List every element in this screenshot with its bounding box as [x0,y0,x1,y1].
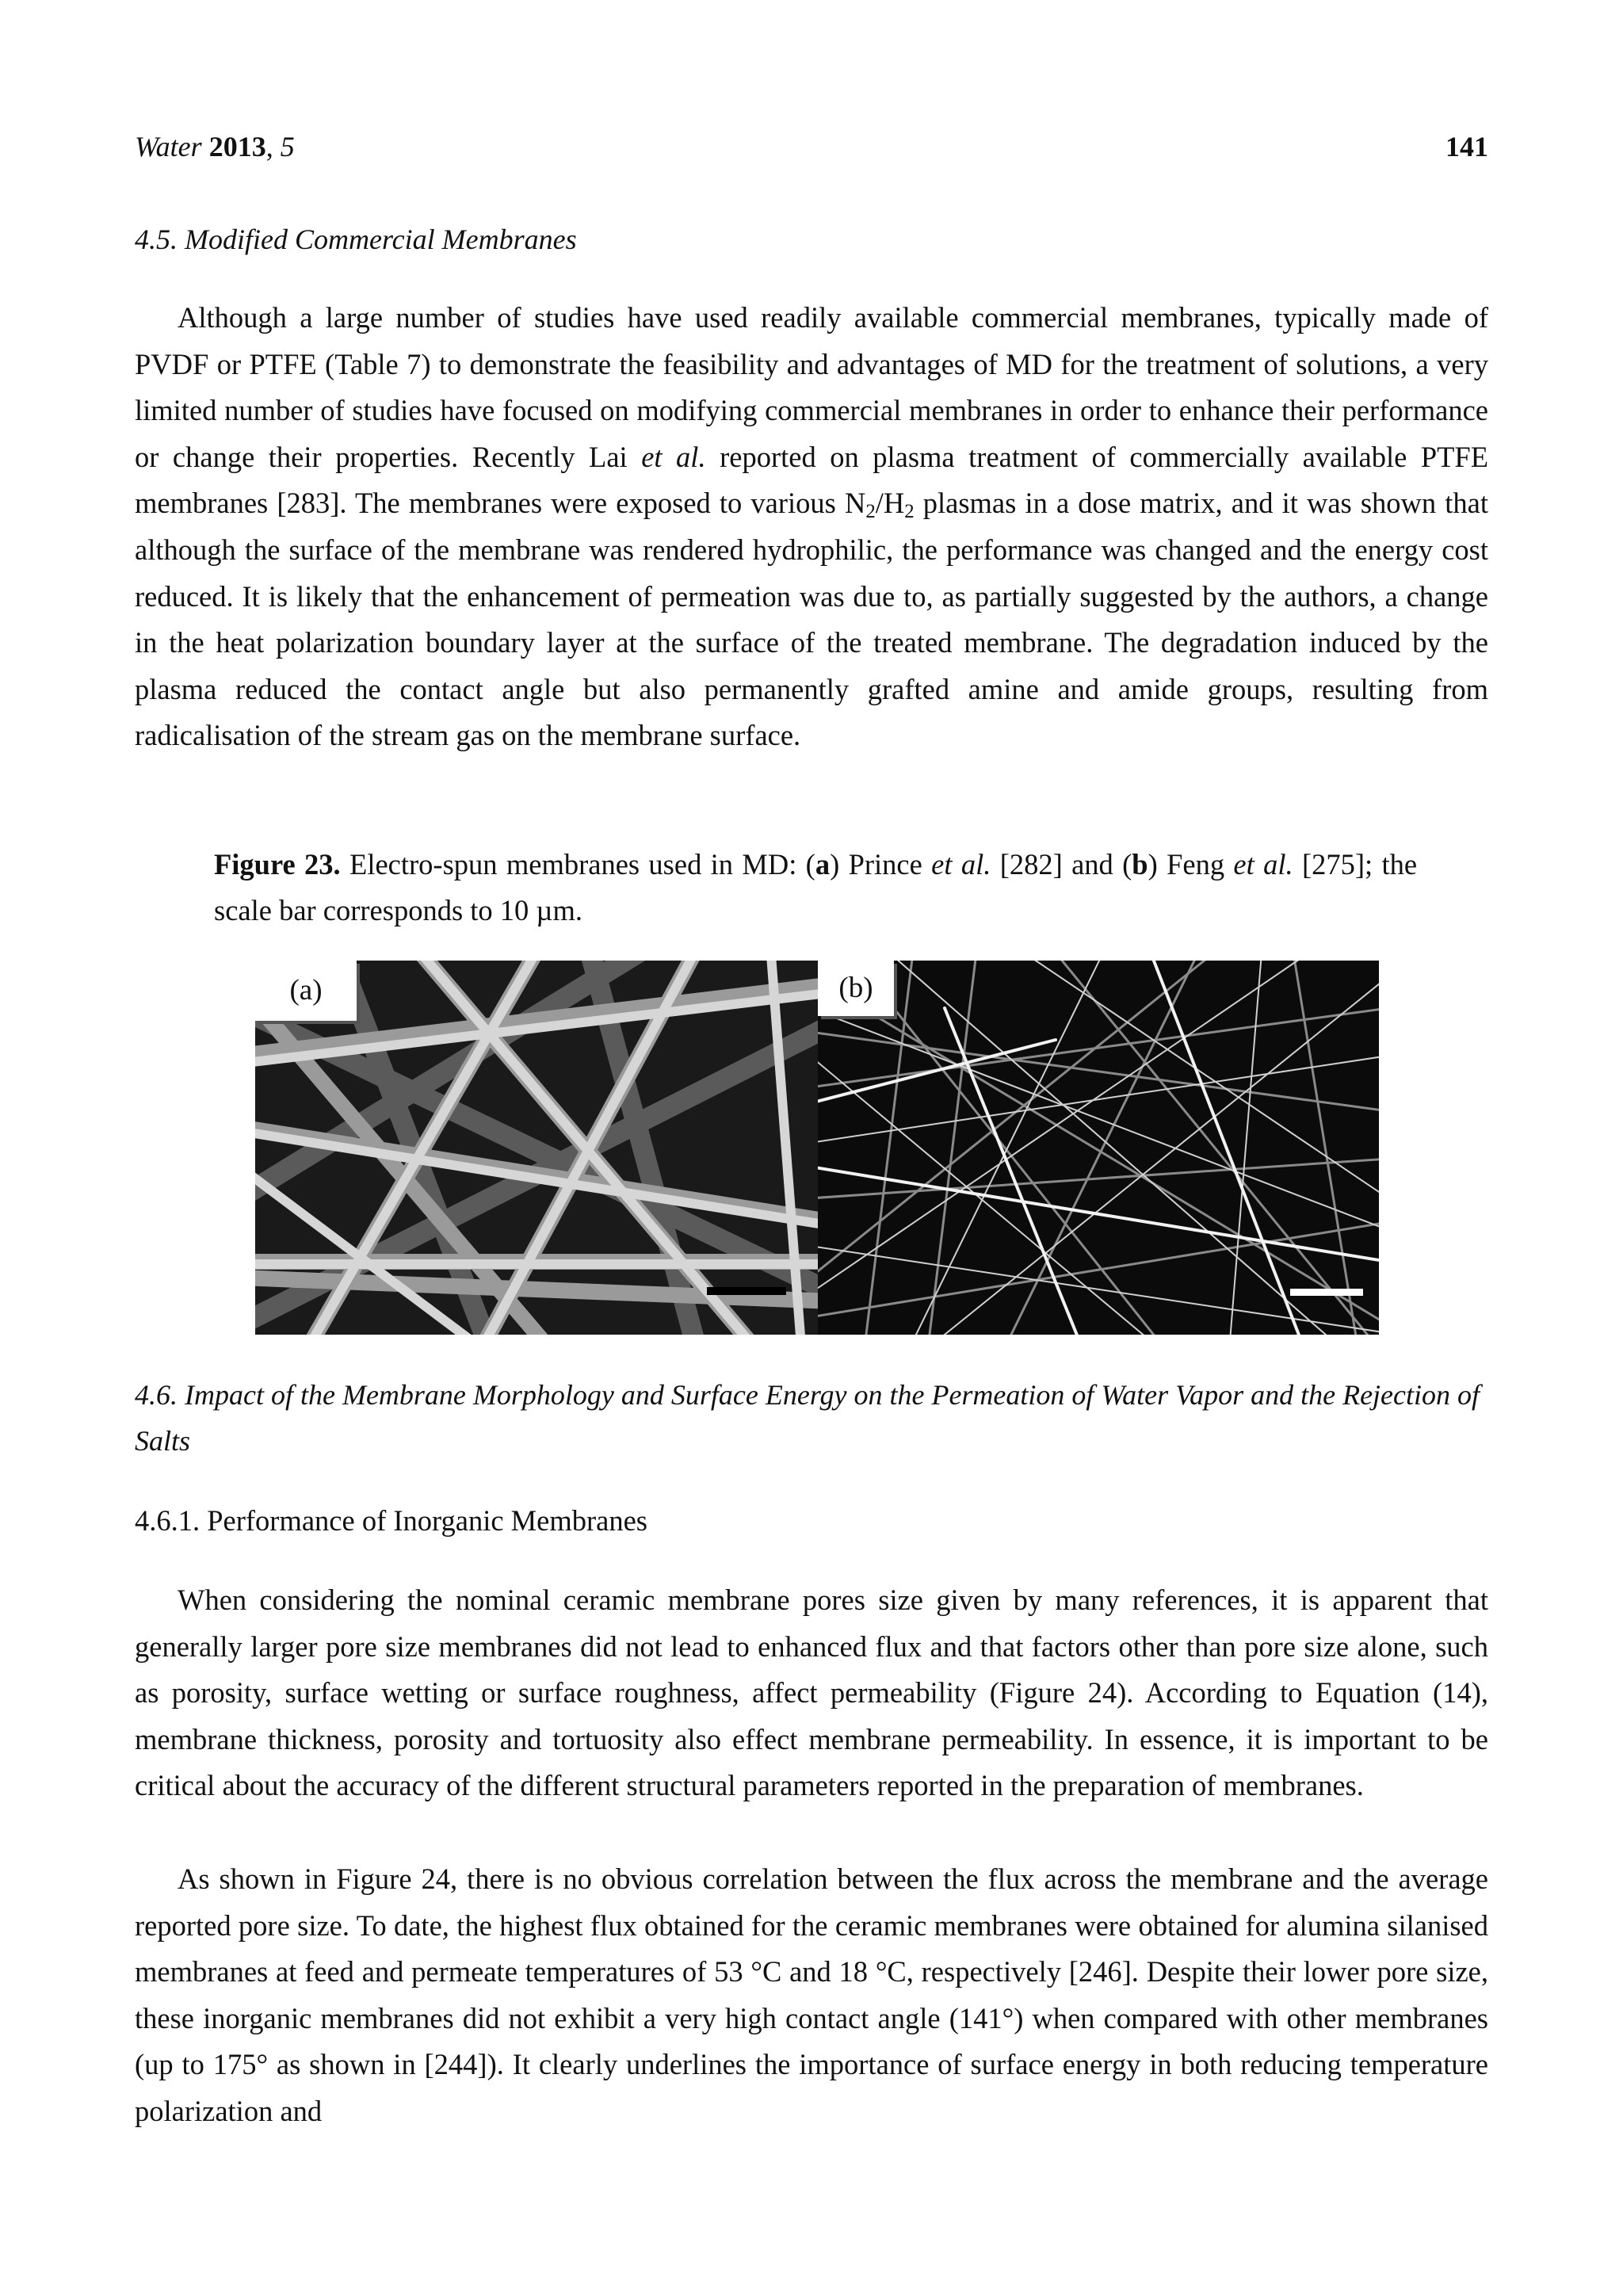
caption-panel-ref: b [1132,848,1148,881]
et-al: et al. [641,440,706,473]
journal-citation: Water 2013, 5 [135,131,295,162]
caption-text: ) Feng [1148,848,1225,881]
et-al: et al. [1233,848,1293,881]
caption-text: [282] and ( [999,848,1132,881]
panel-label-text: (a) [289,974,323,1007]
journal-name: Water [135,131,202,162]
journal-volume: 5 [280,131,295,162]
figure-23-panel-b [818,961,1379,1335]
section-title: Modified Commercial Membranes [185,223,577,255]
figure-23-panel-a [255,961,818,1335]
paragraph-text: Although a large number of studies have used readily available commercial membranes, typically made of PVDF or PTFE (Table 7) to demonstrate the feasibility and advantages of MD for the treatment of solutions, a very limited number of studies have focused on modifying commercial membranes in order to enhance their performance or change their properties. Recently Lai [135,301,1488,473]
subscript: 2 [865,501,876,523]
caption-text: ) Prince [830,848,922,881]
paragraph-text: /H [875,487,905,520]
section-4-6-1-paragraph-2: As shown in Figure 24, there is no obvious correlation between the flux across the membrane and the average reported pore size. To date, the highest flux obtained for the ceramic membranes were obtained for alumina silanised membranes at feed and permeate temperatures of 53 °C and 18 °C, respectively [246]. Despite their lower pore size, these inorganic membranes did not exhibit a very high contact angle (141°) when compared with other membranes (up to 175° as shown in [244]). It clearly underlines the importance of surface energy in both reducing temperature polarization and [135,1862,1488,2127]
section-number: 4.5. [135,223,178,255]
figure-23-caption [214,842,1417,934]
section-4-6-1-heading: 4.6.1. Performance of Inorganic Membranes [135,1504,647,1537]
et-al: et al. [931,848,991,881]
paragraph-text: plasmas in a dose matrix, and it was shown that although the surface of the membrane was rendered hydrophilic, the performance was changed and the energy cost reduced. It is likely that the enhancement of permeation was due to, as partially suggested by the authors, a change in the heat polarization boundary layer at the surface of the treated membrane. The degradation induced by the plasma reduced the contact angle but also permanently grafted amine and amide groups, resulting from radicalisation of the stream gas on the membrane surface. [135,487,1488,752]
scale-bar-b [1290,1289,1363,1296]
section-4-6-heading: 4.6. Impact of the Membrane Morphology and Surface Energy on the Permeation of Water Vapor and the Rejection of Salts [135,1379,1480,1457]
journal-year: 2013 [208,131,266,162]
section-4-6-1-paragraph-1: When considering the nominal ceramic membrane pores size given by many references, it is apparent that generally larger pore size membranes did not lead to enhanced flux and that factors other than pore size alone, such as porosity, surface wetting or surface roughness, affect permeability (Figure 24). According to Equation (14), membrane thickness, porosity and tortuosity also effect membrane permeability. In essence, it is important to be critical about the accuracy of the different structural parameters reported in the preparation of membranes. [135,1584,1488,1802]
sem-image-b [818,961,1379,1335]
paragraph-text: reported on plasma treatment of commercially available PTFE membranes [283]. The membranes were exposed to various N [135,440,1489,520]
page-number: 141 [1445,131,1488,162]
running-header [135,128,1488,165]
figure-label: Figure 23. [214,848,341,881]
section-4-5-paragraph [135,295,1488,759]
subscript: 2 [904,501,915,523]
caption-text: [275]; the scale bar corresponds to 10 µm. [214,848,1418,926]
caption-panel-ref: a [815,848,831,881]
panel-a-label [255,961,357,1021]
section-4-5-heading [135,216,577,262]
scale-bar-a [707,1287,786,1295]
caption-text: Electro-spun membranes used in MD: ( [349,848,815,881]
panel-label-text: (b) [838,972,873,1004]
panel-b-label [818,961,894,1016]
